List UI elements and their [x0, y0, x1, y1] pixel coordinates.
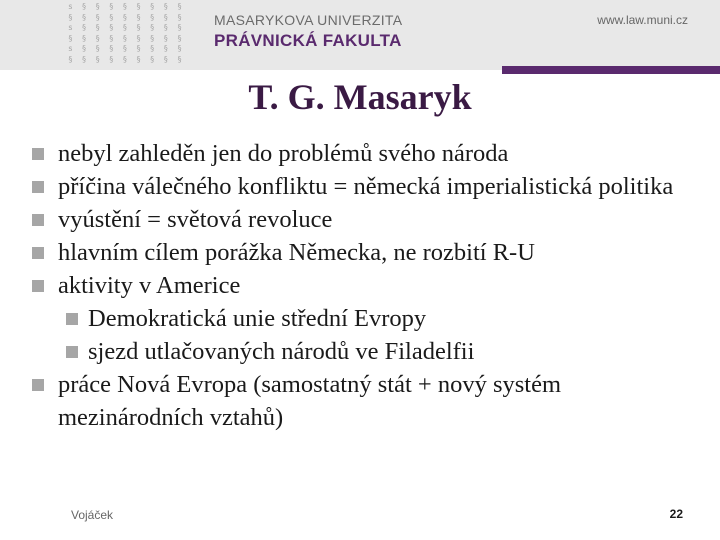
square-bullet-icon — [32, 214, 44, 226]
bullet-item — [32, 137, 692, 170]
bullet-item — [32, 170, 692, 203]
square-bullet-icon — [32, 280, 44, 292]
bullet-list — [32, 137, 692, 434]
accent-bar — [502, 66, 720, 74]
bullet-text: nebyl zahleděn jen do problémů svého národa — [58, 140, 509, 167]
square-bullet-icon — [32, 379, 44, 391]
bullet-text: práce Nová Evropa (samostatný stát + nový systém mezinárodních vztahů) — [58, 371, 562, 431]
square-bullet-icon — [32, 148, 44, 160]
bullet-text: Demokratická unie střední Evropy — [88, 305, 427, 332]
bullet-text: příčina válečného konfliktu = německá imperialistická politika — [58, 173, 674, 200]
bullet-text: hlavním cílem porážka Německa, ne rozbití R-U — [58, 239, 535, 266]
website-url[interactable]: www.law.muni.cz — [597, 13, 688, 27]
bullet-item — [32, 269, 692, 302]
sub-bullet-item — [32, 302, 692, 335]
square-bullet-icon — [66, 346, 78, 358]
footer-author: Vojáček — [71, 508, 114, 522]
bullet-item — [32, 203, 692, 236]
bullet-text: sjezd utlačovaných národů ve Filadelfii — [88, 338, 475, 365]
sub-bullet-item — [32, 335, 692, 368]
bullet-item — [32, 236, 692, 269]
square-bullet-icon — [66, 313, 78, 325]
square-bullet-icon — [32, 181, 44, 193]
faculty-name: PRÁVNICKÁ FAKULTA — [214, 31, 402, 50]
bullet-item — [32, 368, 692, 434]
bullet-text: vyústění = světová revoluce — [58, 206, 333, 233]
university-logo-pattern: s § § § § § § § § § § § § § § § § § s § § § § § § § § § § § § § § § § § s § § § § § § § § § § § § § § § § § — [68, 2, 184, 64]
page-number: 22 — [669, 507, 683, 521]
bullet-text: aktivity v Americe — [58, 272, 241, 299]
university-name: MASARYKOVA UNIVERZITA — [214, 12, 403, 28]
slide-title: T. G. Masaryk — [248, 77, 472, 117]
square-bullet-icon — [32, 247, 44, 259]
